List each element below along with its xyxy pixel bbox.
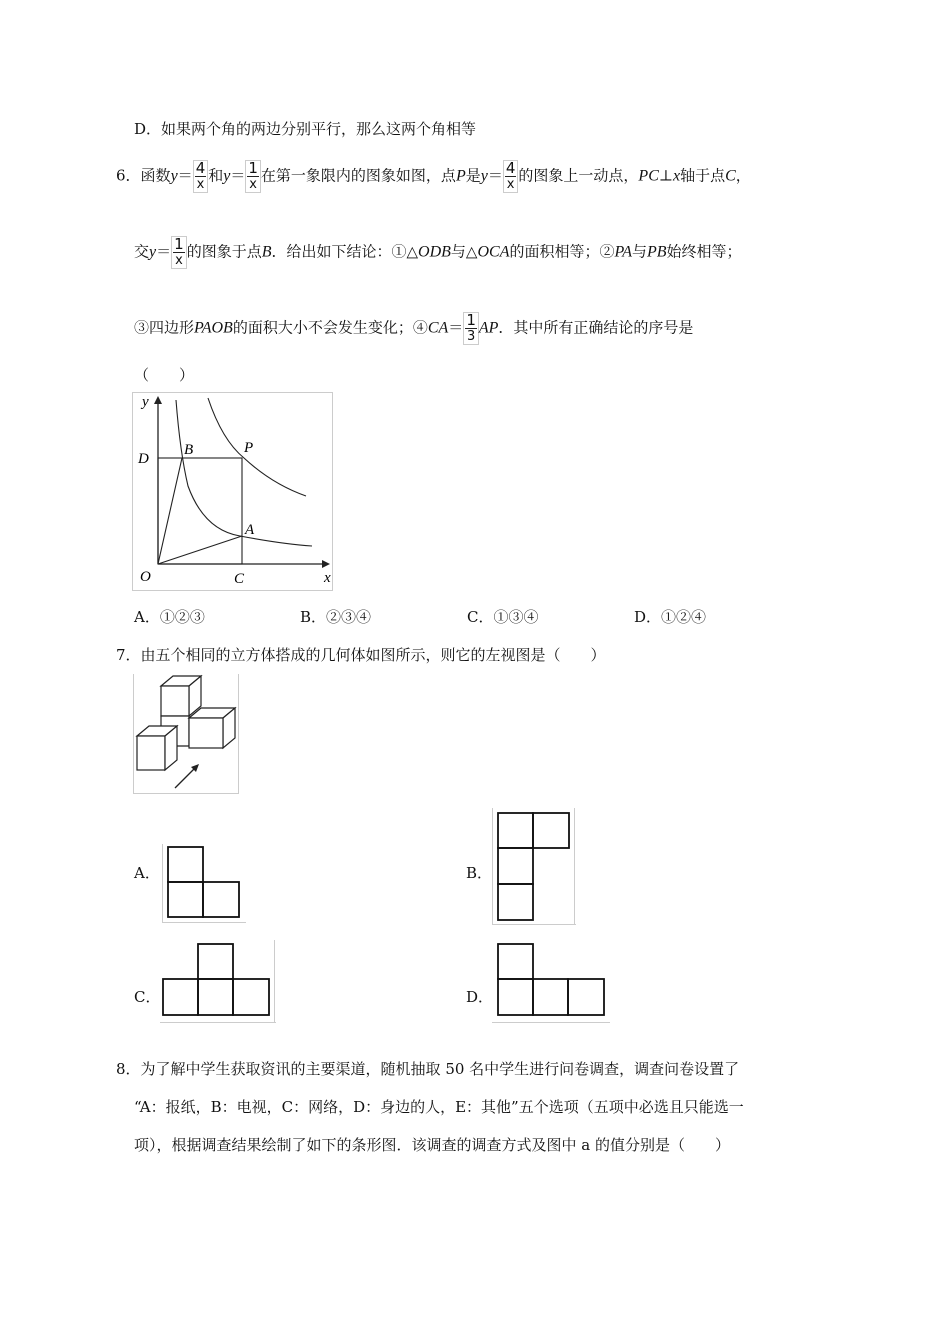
label-P: P	[244, 440, 254, 456]
label-y: y	[142, 394, 149, 410]
q8-line2: “A：报纸，B：电视，C：网络，D：身边的人，E：其他”五个选项（五项中必选且只能选一	[134, 1098, 744, 1116]
q7-option-a-label[interactable]: A．	[134, 864, 160, 882]
label-D: D	[138, 451, 149, 467]
fraction-1-over-x: $\frac{1}{x}$	[171, 236, 187, 269]
fraction-4-over-x: $\frac{4}{x}$	[503, 160, 519, 193]
fraction-1-over-3: $\frac{1}{3}$	[463, 312, 479, 345]
q6-line3: ③四边形PAOB的面积大小不会发生变化；④CA＝ $\frac{1}{3}$ AP．其中所有正确结论的序号是	[134, 311, 694, 344]
q7-option-a-figure[interactable]	[162, 844, 246, 924]
q6-answer-paren: （ ）	[134, 366, 195, 384]
label-C: C	[234, 571, 245, 587]
q8-line1: 8．为了解中学生获取资讯的主要渠道，随机抽取 50 名中学生进行问卷调查，调查问卷设置了	[116, 1060, 740, 1078]
q6-option-a[interactable]: A．①②③	[134, 608, 205, 626]
label-x: x	[324, 570, 331, 586]
segment-OB	[158, 458, 182, 564]
segment-OA	[158, 536, 242, 564]
q7-option-d-figure[interactable]	[492, 940, 610, 1024]
curve-y-1-over-x	[176, 400, 312, 546]
q5-option-d: D．如果两个角的两边分别平行，那么这两个角相等	[134, 120, 477, 138]
label-B: B	[184, 442, 194, 458]
q6-option-b[interactable]: B．②③④	[300, 608, 372, 626]
q7-option-c-figure[interactable]	[160, 940, 276, 1024]
q7-option-b-figure[interactable]	[492, 808, 576, 926]
q6-option-c[interactable]: C．①③④	[467, 608, 539, 626]
q6-line2: 交y＝ $\frac{1}{x}$ 的图象于点B．给出如下结论：①△ODB与△OCA的面积相等；②PA与PB始终相等；	[134, 235, 742, 268]
q6-line1: 6．函数y＝ $\frac{4}{x}$ 和y＝ $\frac{1}{x}$ 在第一象限内的图象如图，点P是y＝ $\frac{4}{x}$ 的图象上一动点，PC⊥x轴于点C，	[116, 159, 751, 192]
fraction-1-over-x: $\frac{1}{x}$	[245, 160, 261, 193]
q6-option-d[interactable]: D．①②④	[634, 608, 707, 626]
q7-option-d-label[interactable]: D．	[466, 988, 494, 1006]
q6-function-graph	[132, 392, 334, 592]
label-O: O	[140, 569, 151, 585]
q7-option-c-label[interactable]: C．	[134, 988, 161, 1006]
q6-number: 6．	[116, 166, 141, 185]
label-A: A	[245, 522, 255, 538]
q7-option-b-label[interactable]: B．	[466, 864, 493, 882]
fraction-4-over-x: $\frac{4}{x}$	[193, 160, 209, 193]
q7-stem: 7．由五个相同的立方体搭成的几何体如图所示，则它的左视图是（ ）	[116, 646, 606, 664]
q7-cube-solid-figure	[133, 674, 239, 794]
curve-y-4-over-x	[208, 398, 306, 496]
q8-line3: 项），根据调查结果绘制了如下的条形图．该调查的调查方式及图中 a 的值分别是（ ）	[134, 1136, 730, 1154]
rectangle-ODPC	[158, 458, 242, 564]
